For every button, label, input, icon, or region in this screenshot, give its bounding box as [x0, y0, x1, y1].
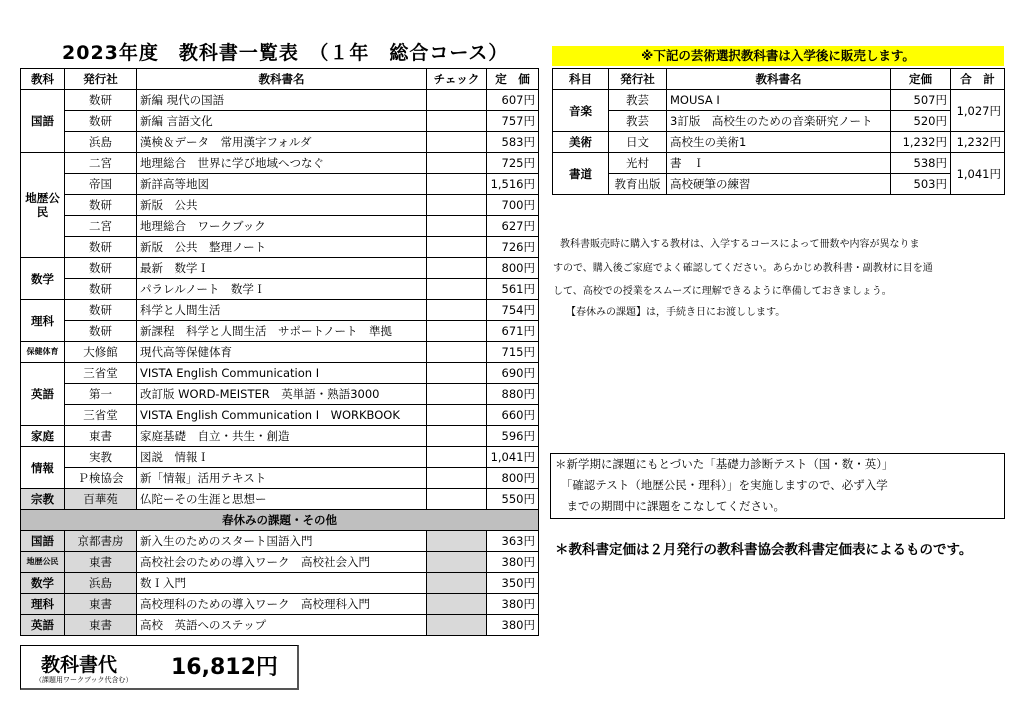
spring-row — [21, 552, 539, 573]
total-cell: 1,041円 — [951, 153, 1005, 195]
title-cell: 家庭基礎 自立・共生・創造 — [137, 426, 427, 447]
publisher-cell: 数研 — [65, 279, 137, 300]
total-box — [20, 645, 299, 690]
title-cell: 新課程 科学と人間生活 サポートノート 準拠 — [137, 321, 427, 342]
title-cell: 新版 公共 整理ノート — [137, 237, 427, 258]
title-cell: 新版 公共 — [137, 195, 427, 216]
table-row — [21, 384, 539, 405]
price-cell: 1,516円 — [487, 174, 539, 195]
price-cell: 1,041円 — [487, 447, 539, 468]
subject-cell: 国語 — [21, 531, 65, 552]
price-cell: 350円 — [487, 573, 539, 594]
check-cell[interactable] — [427, 258, 487, 279]
price-cell: 715円 — [487, 342, 539, 363]
publisher-cell: 数研 — [65, 321, 137, 342]
check-cell[interactable] — [427, 405, 487, 426]
price-cell: 1,232円 — [891, 132, 951, 153]
title-cell: 科学と人間生活 — [137, 300, 427, 321]
publisher-cell: 数研 — [65, 195, 137, 216]
subject-cell: 英語 — [21, 363, 65, 426]
table-row — [21, 237, 539, 258]
art-banner: ※下記の芸術選択教科書は入学後に販売します。 — [552, 46, 1004, 66]
subject-cell: 理科 — [21, 594, 65, 615]
table-row — [21, 468, 539, 489]
publisher-cell: 日文 — [609, 132, 667, 153]
spring-header: 春休みの課題・その他 — [21, 510, 539, 531]
table-row — [21, 489, 539, 510]
price-cell: 660円 — [487, 405, 539, 426]
subject-cell: 国語 — [21, 90, 65, 153]
spring-header-row — [21, 510, 539, 531]
price-cell: 380円 — [487, 594, 539, 615]
notice-line: までの期間中に課題をこなしてください。 — [555, 499, 785, 513]
title-cell: 数Ｉ入門 — [137, 573, 427, 594]
art-header-publisher: 発行社 — [609, 69, 667, 90]
total-sublabel: （課題用ワークブック代含む） — [35, 676, 133, 684]
spring-row — [21, 615, 539, 636]
price-cell: 583円 — [487, 132, 539, 153]
price-cell: 596円 — [487, 426, 539, 447]
publisher-cell: 東書 — [65, 426, 137, 447]
subject-cell: 英語 — [21, 615, 65, 636]
check-cell[interactable] — [427, 111, 487, 132]
price-cell: 757円 — [487, 111, 539, 132]
table-row — [21, 258, 539, 279]
publisher-cell: 第一 — [65, 384, 137, 405]
publisher-cell: 帝国 — [65, 174, 137, 195]
check-cell[interactable] — [427, 489, 487, 510]
price-cell: 671円 — [487, 321, 539, 342]
art-header-row — [553, 69, 1005, 90]
title-cell: 高校生の美術1 — [667, 132, 891, 153]
price-cell: 561円 — [487, 279, 539, 300]
notice-line: 「確認テスト（地歴公民・理科）」を実施しますので、必ず入学 — [555, 478, 888, 492]
subject-cell: 数学 — [21, 258, 65, 300]
check-cell[interactable] — [427, 174, 487, 195]
price-cell: 520円 — [891, 111, 951, 132]
title-cell: 図説 情報Ｉ — [137, 447, 427, 468]
price-cell: 363円 — [487, 531, 539, 552]
table-row — [21, 321, 539, 342]
publisher-cell: 数研 — [65, 300, 137, 321]
spring-row — [21, 531, 539, 552]
check-cell[interactable] — [427, 195, 487, 216]
art-subject-cell: 音楽 — [553, 90, 609, 132]
check-cell[interactable] — [427, 594, 487, 615]
price-cell: 726円 — [487, 237, 539, 258]
price-cell: 800円 — [487, 258, 539, 279]
total-value: 16,812円 — [171, 655, 278, 680]
publisher-cell: 教芸 — [609, 111, 667, 132]
price-cell: 503円 — [891, 174, 951, 195]
subject-cell: 地歴公民 — [21, 153, 65, 258]
art-row — [553, 111, 1005, 132]
title-cell: 仏陀ーその生涯と思想ー — [137, 489, 427, 510]
check-cell[interactable] — [427, 321, 487, 342]
title-cell: 現代高等保健体育 — [137, 342, 427, 363]
publisher-cell: 浜島 — [65, 132, 137, 153]
publisher-cell: 光村 — [609, 153, 667, 174]
note-line: すので、購入後ご家庭でよく確認してください。あらかじめ教科書・副教材に目を通 — [553, 263, 933, 274]
title-cell: 漢検＆データ 常用漢字フォルダ — [137, 132, 427, 153]
art-row — [553, 153, 1005, 174]
table-row — [21, 300, 539, 321]
table-row — [21, 132, 539, 153]
price-cell: 700円 — [487, 195, 539, 216]
note-line: 教科書販売時に購入する教材は、入学するコースによって冊数や内容が異なりま — [560, 239, 920, 250]
table-row — [21, 216, 539, 237]
table-row — [21, 153, 539, 174]
price-cell: 507円 — [891, 90, 951, 111]
subject-cell: 保健体育 — [21, 342, 65, 363]
title-cell: 最新 数学Ｉ — [137, 258, 427, 279]
art-subject-cell: 書道 — [553, 153, 609, 195]
notice-line: ＊新学期に課題にもとづいた「基礎力診断テスト（国・数・英）」 — [555, 457, 894, 471]
table-row — [21, 447, 539, 468]
title-cell: 新編 言語文化 — [137, 111, 427, 132]
table-header-row — [21, 69, 539, 90]
price-footnote: ＊教科書定価は２月発行の教科書協会教科書定価表によるものです。 — [555, 542, 973, 558]
check-cell[interactable] — [427, 216, 487, 237]
table-row — [21, 174, 539, 195]
check-cell[interactable] — [427, 384, 487, 405]
check-cell[interactable] — [427, 153, 487, 174]
check-cell[interactable] — [427, 279, 487, 300]
publisher-cell: 教育出版 — [609, 174, 667, 195]
header-title: 教科書名 — [137, 69, 427, 90]
spring-row — [21, 594, 539, 615]
art-header-subject: 科目 — [553, 69, 609, 90]
subject-cell: 宗教 — [21, 489, 65, 510]
publisher-cell: 数研 — [65, 111, 137, 132]
check-cell[interactable] — [427, 531, 487, 552]
check-cell[interactable] — [427, 363, 487, 384]
art-subject-cell: 美術 — [553, 132, 609, 153]
spring-row — [21, 573, 539, 594]
price-cell: 800円 — [487, 468, 539, 489]
art-row — [553, 90, 1005, 111]
title-cell: VISTA English Communication I — [137, 363, 427, 384]
title-cell: 新「情報」活用テキスト — [137, 468, 427, 489]
publisher-cell: 数研 — [65, 237, 137, 258]
publisher-cell: Ｐ検協会 — [65, 468, 137, 489]
header-publisher: 発行社 — [65, 69, 137, 90]
test-notice-box — [550, 453, 1005, 519]
art-row — [553, 132, 1005, 153]
subject-cell: 数学 — [21, 573, 65, 594]
art-header-title: 教科書名 — [667, 69, 891, 90]
table-row — [21, 111, 539, 132]
note-line: して、高校での授業をスムーズに理解できるように準備しておきましょう。 — [553, 286, 892, 297]
total-cell: 1,027円 — [951, 90, 1005, 132]
title-cell: 地理総合 世界に学び地域へつなぐ — [137, 153, 427, 174]
art-row — [553, 174, 1005, 195]
check-cell[interactable] — [427, 615, 487, 636]
total-label: 教科書代 — [41, 654, 118, 676]
title-cell: 新入生のためのスタート国語入門 — [137, 531, 427, 552]
table-row — [21, 90, 539, 111]
publisher-cell: 三省堂 — [65, 405, 137, 426]
publisher-cell: 実教 — [65, 447, 137, 468]
publisher-cell: 二宮 — [65, 153, 137, 174]
title-cell: 改訂版 WORD-MEISTER 英単語・熟語3000 — [137, 384, 427, 405]
publisher-cell: 二宮 — [65, 216, 137, 237]
price-cell: 380円 — [487, 615, 539, 636]
publisher-cell: 教芸 — [609, 90, 667, 111]
title-cell: 地理総合 ワークブック — [137, 216, 427, 237]
table-row — [21, 426, 539, 447]
title-cell: 新編 現代の国語 — [137, 90, 427, 111]
price-cell: 754円 — [487, 300, 539, 321]
table-row — [21, 405, 539, 426]
check-cell[interactable] — [427, 426, 487, 447]
publisher-cell: 数研 — [65, 258, 137, 279]
art-table — [552, 68, 1005, 195]
table-row — [21, 279, 539, 300]
table-row — [21, 195, 539, 216]
art-header-price: 定価 — [891, 69, 951, 90]
publisher-cell: 東書 — [65, 615, 137, 636]
art-header-total: 合 計 — [951, 69, 1005, 90]
subject-cell: 理科 — [21, 300, 65, 342]
subject-cell: 地歴公民 — [21, 552, 65, 573]
table-row — [21, 363, 539, 384]
title-cell: パラレルノート 数学Ｉ — [137, 279, 427, 300]
price-cell: 538円 — [891, 153, 951, 174]
title-cell: MOUSA I — [667, 90, 891, 111]
publisher-cell: 京都書房 — [65, 531, 137, 552]
header-price: 定 価 — [487, 69, 539, 90]
publisher-cell: 数研 — [65, 90, 137, 111]
textbook-table — [20, 68, 539, 636]
title-cell: 高校硬筆の練習 — [667, 174, 891, 195]
price-cell: 627円 — [487, 216, 539, 237]
check-cell[interactable] — [427, 300, 487, 321]
check-cell[interactable] — [427, 573, 487, 594]
publisher-cell: 百華苑 — [65, 489, 137, 510]
note-line: 【春休みの課題】は，手続き日にお渡しします。 — [566, 307, 786, 318]
subject-cell: 情報 — [21, 447, 65, 489]
title-cell: 高校社会のための導入ワーク 高校社会入門 — [137, 552, 427, 573]
title-cell: 高校 英語へのステップ — [137, 615, 427, 636]
title-cell: 新詳高等地図 — [137, 174, 427, 195]
price-cell: 607円 — [487, 90, 539, 111]
price-cell: 380円 — [487, 552, 539, 573]
title-cell: 高校理科のための導入ワーク 高校理科入門 — [137, 594, 427, 615]
publisher-cell: 東書 — [65, 552, 137, 573]
price-cell: 550円 — [487, 489, 539, 510]
price-cell: 725円 — [487, 153, 539, 174]
page-title: 2023年度 教科書一覧表 （１年 総合コース） — [62, 42, 509, 64]
title-cell: 3訂版 高校生のための音楽研究ノート — [667, 111, 891, 132]
total-cell: 1,232円 — [951, 132, 1005, 153]
check-cell[interactable] — [427, 468, 487, 489]
check-cell[interactable] — [427, 447, 487, 468]
check-cell[interactable] — [427, 237, 487, 258]
table-row — [21, 342, 539, 363]
publisher-cell: 東書 — [65, 594, 137, 615]
publisher-cell: 大修館 — [65, 342, 137, 363]
check-cell[interactable] — [427, 342, 487, 363]
price-cell: 690円 — [487, 363, 539, 384]
check-cell[interactable] — [427, 132, 487, 153]
check-cell[interactable] — [427, 90, 487, 111]
title-cell: 書 Ｉ — [667, 153, 891, 174]
publisher-cell: 浜島 — [65, 573, 137, 594]
subject-cell: 家庭 — [21, 426, 65, 447]
check-cell[interactable] — [427, 552, 487, 573]
price-cell: 880円 — [487, 384, 539, 405]
publisher-cell: 三省堂 — [65, 363, 137, 384]
title-cell: VISTA English Communication I WORKBOOK — [137, 405, 427, 426]
header-subject: 教科 — [21, 69, 65, 90]
header-check: チェック — [427, 69, 487, 90]
